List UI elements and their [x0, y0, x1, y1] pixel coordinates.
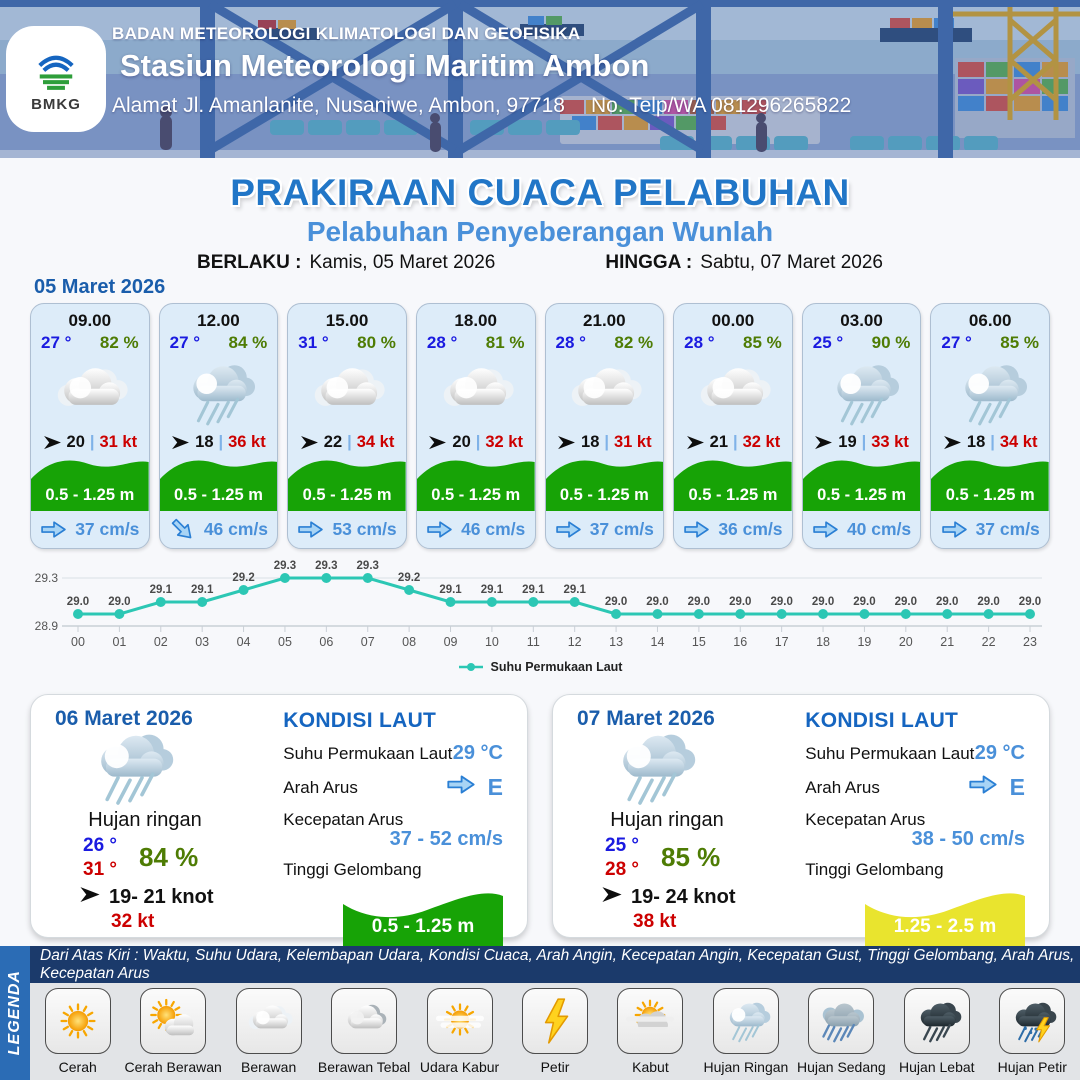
- legend-item-label: Hujan Petir: [997, 1059, 1067, 1075]
- sea-conditions: [273, 695, 527, 937]
- svg-text:29.0: 29.0: [811, 596, 835, 608]
- time-label: 06.00: [968, 311, 1012, 330]
- legend-item: [605, 988, 695, 1075]
- temp-max: 28 °: [605, 858, 640, 880]
- svg-text:10: 10: [484, 635, 499, 649]
- legend-item-label: Udara Kabur: [419, 1059, 500, 1075]
- cerah-berawan-icon: [140, 988, 206, 1054]
- current-arrow-icon: [426, 520, 453, 539]
- time-label: 00.00: [711, 311, 755, 330]
- svg-text:29.0: 29.0: [770, 596, 793, 608]
- hujan-ringan-icon: [55, 725, 205, 811]
- wind-arrow-icon: [814, 435, 833, 450]
- legend-item: [319, 988, 409, 1075]
- svg-text:11: 11: [526, 635, 540, 649]
- hujan-ringan-icon: [931, 355, 1049, 431]
- berawan-tebal-icon: [331, 988, 397, 1054]
- hujan-lebat-icon: [904, 988, 970, 1054]
- sst-chart-block: [26, 556, 1054, 688]
- forecast-card: [159, 303, 279, 549]
- wave-height: 0.5 - 1.25 m: [559, 486, 649, 504]
- current-speed: 37 cm/s: [975, 519, 1040, 539]
- wind-speed: 18: [966, 433, 986, 451]
- current-arrow-icon: [555, 520, 582, 539]
- port-name: Pelabuhan Penyeberangan Wunlah: [306, 216, 774, 247]
- svg-text:04: 04: [236, 635, 251, 649]
- current-row: [31, 511, 149, 548]
- time-label: 18.00: [454, 311, 497, 330]
- svg-text:15: 15: [691, 635, 706, 649]
- svg-text:06: 06: [319, 635, 334, 649]
- legend-item: [987, 988, 1077, 1075]
- svg-text:22: 22: [981, 635, 996, 649]
- wave-height-band: [31, 453, 149, 511]
- legend-item-label: Kabut: [632, 1059, 669, 1075]
- station-address: Alamat Jl. Amanlanite, Nusaniwe, Ambon, 97718 No. Telp/WA 081296265822: [112, 94, 852, 117]
- temperature: 31 °: [298, 333, 329, 352]
- current-dir-label: Arah Arus: [283, 777, 358, 797]
- wave-height: 0.5 - 1.25 m: [431, 486, 521, 504]
- current-arrow-icon: [40, 520, 67, 539]
- current-speed: 40 cm/s: [846, 519, 912, 539]
- svg-text:16: 16: [733, 635, 748, 649]
- wave-height: 0.5 - 1.25 m: [45, 486, 135, 504]
- wave-height-band: [674, 453, 792, 511]
- current-speed-label: Kecepatan Arus: [805, 810, 926, 829]
- svg-text:19: 19: [857, 635, 872, 649]
- svg-text:21: 21: [940, 635, 955, 649]
- current-dir: E: [1009, 774, 1025, 800]
- sst-value: 29 °C: [452, 742, 503, 764]
- forecast-card: [545, 303, 665, 549]
- svg-text:29.0: 29.0: [687, 596, 711, 608]
- current-row: [674, 511, 792, 548]
- svg-text:29.3: 29.3: [356, 560, 379, 572]
- svg-text:29.1: 29.1: [522, 584, 545, 596]
- wave-label: Tinggi Gelombang: [283, 860, 422, 879]
- wave-height-band: [865, 884, 1025, 946]
- wind-row: 20 | 31 kt: [31, 433, 149, 452]
- legend-item-label: Cerah Berawan: [124, 1059, 222, 1075]
- daily-date: 07 Maret 2026: [577, 707, 715, 730]
- hourly-forecast-row: [30, 303, 1050, 549]
- bmkg-logo-mark: [28, 46, 84, 98]
- svg-text:29.0: 29.0: [604, 596, 628, 608]
- legend-item-label: Berawan: [240, 1059, 297, 1075]
- sea-conditions: [795, 695, 1049, 937]
- sst-label: Suhu Permukaan Laut: [805, 743, 975, 763]
- wave-height: 0.5 - 1.25 m: [688, 486, 778, 504]
- wave-height-band: [931, 453, 1049, 511]
- svg-text:29.1: 29.1: [480, 584, 504, 596]
- wind-arrow-icon: [300, 435, 319, 450]
- humidity: 81 %: [485, 333, 525, 352]
- wind-arrow-icon: [943, 435, 962, 450]
- weather-condition: Hujan ringan: [610, 809, 724, 831]
- wind-row: 18 | 34 kt: [931, 433, 1049, 452]
- svg-text:29.0: 29.0: [894, 596, 918, 608]
- current-arrow-icon: [169, 520, 196, 539]
- daily-forecast-row: [30, 694, 1050, 938]
- daily-card: [552, 694, 1050, 938]
- wind-row: 18 | 36 kt: [160, 433, 278, 452]
- wave-height: 0.5 - 1.25 m: [371, 916, 475, 937]
- weather-condition: Hujan ringan: [88, 809, 202, 831]
- current-dir-label: Arah Arus: [805, 777, 880, 797]
- wind-speed: 20: [66, 433, 85, 451]
- svg-text:29.0: 29.0: [977, 596, 1000, 608]
- chart-legend: Suhu Permukaan Laut: [26, 660, 1054, 674]
- legend-item: [701, 988, 791, 1075]
- svg-text:29.2: 29.2: [232, 572, 255, 584]
- wave-height: 0.5 - 1.25 m: [945, 486, 1035, 504]
- svg-text:29.3: 29.3: [34, 571, 58, 585]
- wind-gust: 34 kt: [356, 433, 395, 451]
- header: [0, 0, 1080, 158]
- svg-text:14: 14: [650, 635, 665, 649]
- svg-text:28.9: 28.9: [34, 619, 58, 633]
- berawan-icon: [674, 355, 792, 431]
- legend-item: [892, 988, 982, 1075]
- temperature: 27 °: [941, 333, 972, 352]
- current-arrow-icon: [297, 520, 324, 539]
- wind-gust: 32 kt: [485, 433, 523, 451]
- svg-text:23: 23: [1023, 635, 1037, 649]
- svg-text:09: 09: [443, 635, 458, 649]
- temp-min: 26 °: [83, 835, 118, 856]
- svg-text:29.0: 29.0: [853, 596, 876, 608]
- time-label: 15.00: [325, 311, 369, 330]
- udara-kabur-icon: [427, 988, 493, 1054]
- hujan-ringan-icon: [160, 355, 278, 431]
- agency-name: BADAN METEOROLOGI KLIMATOLOGI DAN GEOFISIKA: [112, 24, 581, 43]
- svg-text:29.1: 29.1: [190, 584, 214, 596]
- current-speed: 37 cm/s: [589, 519, 654, 539]
- current-arrow-icon: [812, 520, 839, 539]
- daily-card: [30, 694, 528, 938]
- valid-from: BERLAKU : Kamis, 05 Maret 2026: [196, 252, 496, 273]
- humidity: 90 %: [871, 333, 911, 352]
- wind-row: 19 | 33 kt: [803, 433, 921, 452]
- wind-row: 20 | 32 kt: [417, 433, 535, 452]
- wind-speed: 20: [452, 433, 471, 451]
- wind-row: 22 | 34 kt: [288, 433, 406, 452]
- svg-text:29.0: 29.0: [646, 596, 669, 608]
- svg-text:05: 05: [278, 635, 292, 649]
- svg-text:29.2: 29.2: [397, 572, 421, 584]
- legend-item: [124, 988, 222, 1075]
- wind-gust: 31 kt: [99, 433, 138, 451]
- current-speed: 38 - 50 cm/s: [911, 828, 1025, 850]
- current-speed-label: Kecepatan Arus: [283, 810, 404, 829]
- wave-height-band: [288, 453, 406, 511]
- current-row: [417, 511, 535, 548]
- temperature: 27 °: [169, 333, 201, 352]
- legend-item: [510, 988, 600, 1075]
- forecast-date: 05 Maret 2026: [34, 276, 166, 298]
- kabut-icon: [617, 988, 683, 1054]
- wave-height: 1.25 - 2.5 m: [893, 916, 997, 937]
- wind-speed: 22: [323, 433, 343, 451]
- page-title: PRAKIRAAN CUACA PELABUHAN: [230, 172, 850, 213]
- current-row: [931, 511, 1049, 548]
- svg-text:03: 03: [195, 635, 210, 649]
- svg-text:18: 18: [816, 635, 830, 649]
- legend-item: [224, 988, 314, 1075]
- wind-arrow-icon: [557, 435, 576, 450]
- current-row: [160, 511, 278, 548]
- forecast-card: [930, 303, 1050, 549]
- current-arrow-icon: [941, 520, 968, 539]
- svg-text:17: 17: [774, 635, 789, 649]
- svg-text:29.0: 29.0: [936, 596, 959, 608]
- svg-text:08: 08: [402, 635, 417, 649]
- svg-text:02: 02: [153, 635, 168, 649]
- svg-text:29.1: 29.1: [563, 584, 586, 596]
- station-name: Stasiun Meteorologi Maritim Ambon: [120, 48, 650, 83]
- legenda-vertical-bar: LEGENDA: [0, 946, 30, 1080]
- wind-row: 18 | 31 kt: [546, 433, 664, 452]
- current-speed: 37 - 52 cm/s: [389, 828, 503, 850]
- temperature: 25 °: [812, 333, 844, 352]
- petir-icon: [522, 988, 588, 1054]
- wind-arrow-icon: [686, 435, 705, 450]
- legend-item-label: Hujan Sedang: [796, 1059, 886, 1075]
- forecast-card: [30, 303, 150, 549]
- svg-text:29.0: 29.0: [729, 596, 752, 608]
- wave-height-band: [343, 884, 503, 946]
- legend-items-row: [30, 988, 1080, 1075]
- wind-arrow-icon: [428, 435, 447, 450]
- svg-text:01: 01: [112, 635, 127, 649]
- svg-text:29.0: 29.0: [66, 596, 90, 608]
- svg-text:29.1: 29.1: [439, 584, 462, 596]
- legend-item: [796, 988, 886, 1075]
- temperature: 27 °: [41, 333, 72, 352]
- legend-item-label: Hujan Ringan: [703, 1059, 789, 1075]
- legend-marker-icon: [458, 662, 484, 672]
- wind-speed: 18: [195, 433, 214, 451]
- current-speed: 46 cm/s: [203, 519, 269, 539]
- sst-line-chart: [26, 556, 1054, 660]
- validity-row: [0, 252, 1080, 274]
- bmkg-logo-text: BMKG: [31, 95, 81, 113]
- wind-speed: 18: [581, 433, 600, 451]
- svg-text:29.1: 29.1: [149, 584, 172, 596]
- wind-gust: 32 kt: [111, 910, 155, 932]
- wind-gust: 31 kt: [614, 433, 652, 451]
- current-arrow-icon: [446, 774, 476, 801]
- svg-text:00: 00: [71, 635, 85, 649]
- current-dir: E: [487, 774, 503, 800]
- berawan-icon: [417, 355, 535, 431]
- wave-height-band: [160, 453, 278, 511]
- current-speed: 53 cm/s: [332, 519, 397, 539]
- temp-min: 25 °: [605, 835, 640, 856]
- hujan-sedang-icon: [808, 988, 874, 1054]
- legend-item-label: Berawan Tebal: [317, 1059, 411, 1075]
- wind-speed: 19: [838, 433, 857, 451]
- wind-gust: 33 kt: [871, 433, 909, 451]
- humidity: 84 %: [139, 842, 199, 873]
- sst-label: Suhu Permukaan Laut: [283, 743, 453, 763]
- humidity: 82 %: [614, 333, 654, 352]
- legend-item: [33, 988, 123, 1075]
- temperature: 28 °: [555, 333, 586, 352]
- time-label: 09.00: [68, 311, 112, 330]
- forecast-card: [416, 303, 536, 549]
- current-speed: 37 cm/s: [75, 519, 140, 539]
- hujan-ringan-icon: [577, 725, 727, 811]
- wind-arrow-icon: [601, 886, 623, 909]
- sst-value: 29 °C: [974, 742, 1025, 764]
- hujan-ringan-icon: [803, 355, 921, 431]
- berawan-icon: [546, 355, 664, 431]
- forecast-card: [802, 303, 922, 549]
- current-arrow-icon: [683, 520, 710, 539]
- temperature: 28 °: [426, 333, 458, 352]
- legend-item: [415, 988, 505, 1075]
- svg-text:29.3: 29.3: [273, 560, 297, 572]
- time-label: 12.00: [197, 311, 240, 330]
- humidity: 82 %: [99, 333, 139, 352]
- legend-description: Dari Atas Kiri : Waktu, Suhu Udara, Kelembapan Udara, Kondisi Cuaca, Arah Angin, Kecepatan Angin, Kecepatan Gust, Tinggi Gelombang, Arah Arus, Kecepatan Arus: [30, 946, 1080, 983]
- current-row: [803, 511, 921, 548]
- wind-range: 19- 24 knot: [631, 885, 736, 908]
- legend-section: [0, 946, 1080, 1080]
- cerah-icon: [45, 988, 111, 1054]
- daily-date: 06 Maret 2026: [55, 707, 193, 730]
- svg-text:13: 13: [609, 635, 624, 649]
- valid-until: HINGGA : Sabtu, 07 Maret 2026: [605, 252, 884, 273]
- wind-gust: 38 kt: [633, 910, 677, 932]
- wind-speed: 21: [709, 433, 728, 451]
- legend-item-label: Hujan Lebat: [899, 1059, 975, 1075]
- bmkg-logo: [6, 26, 106, 132]
- wave-height-band: [546, 453, 664, 511]
- wave-label: Tinggi Gelombang: [805, 860, 944, 879]
- current-arrow-icon: [968, 774, 998, 801]
- wind-gust: 36 kt: [228, 433, 266, 451]
- svg-text:29.0: 29.0: [108, 596, 131, 608]
- temp-max: 31 °: [83, 858, 118, 880]
- humidity: 85 %: [661, 842, 721, 873]
- forecast-card: [673, 303, 793, 549]
- berawan-icon: [288, 355, 406, 431]
- wind-gust: 34 kt: [999, 433, 1038, 451]
- wind-arrow-icon: [43, 435, 62, 450]
- svg-text:29.3: 29.3: [315, 560, 338, 572]
- current-speed: 36 cm/s: [718, 519, 783, 539]
- wave-height: 0.5 - 1.25 m: [817, 486, 907, 504]
- hujan-ringan-icon: [713, 988, 779, 1054]
- hujan-petir-icon: [999, 988, 1065, 1054]
- station-phone: No. Telp/WA 081296265822: [590, 94, 852, 117]
- wind-gust: 32 kt: [742, 433, 781, 451]
- current-speed: 46 cm/s: [461, 519, 526, 539]
- sea-title: KONDISI LAUT: [283, 709, 437, 732]
- svg-text:12: 12: [567, 635, 582, 649]
- time-label: 21.00: [583, 311, 626, 330]
- humidity: 85 %: [1000, 333, 1039, 352]
- legend-item-label: Petir: [540, 1059, 570, 1075]
- current-row: [288, 511, 406, 548]
- time-label: 03.00: [840, 311, 883, 330]
- humidity: 84 %: [228, 333, 268, 352]
- wave-height: 0.5 - 1.25 m: [302, 486, 392, 504]
- svg-text:07: 07: [360, 635, 375, 649]
- humidity: 80 %: [357, 333, 396, 352]
- temperature: 28 °: [684, 333, 715, 352]
- wind-arrow-icon: [171, 435, 190, 450]
- svg-text:29.0: 29.0: [1018, 596, 1042, 608]
- berawan-icon: [31, 355, 149, 431]
- wave-height: 0.5 - 1.25 m: [173, 486, 263, 504]
- wind-row: 21 | 32 kt: [674, 433, 792, 452]
- wind-arrow-icon: [79, 886, 101, 909]
- wind-range: 19- 21 knot: [109, 885, 214, 908]
- humidity: 85 %: [743, 333, 782, 352]
- forecast-card: [287, 303, 407, 549]
- legend-item-label: Cerah: [58, 1059, 97, 1075]
- svg-text:20: 20: [898, 635, 913, 649]
- sea-title: KONDISI LAUT: [805, 709, 959, 732]
- berawan-icon: [236, 988, 302, 1054]
- wave-height-band: [417, 453, 535, 511]
- current-row: [546, 511, 664, 548]
- wave-height-band: [803, 453, 921, 511]
